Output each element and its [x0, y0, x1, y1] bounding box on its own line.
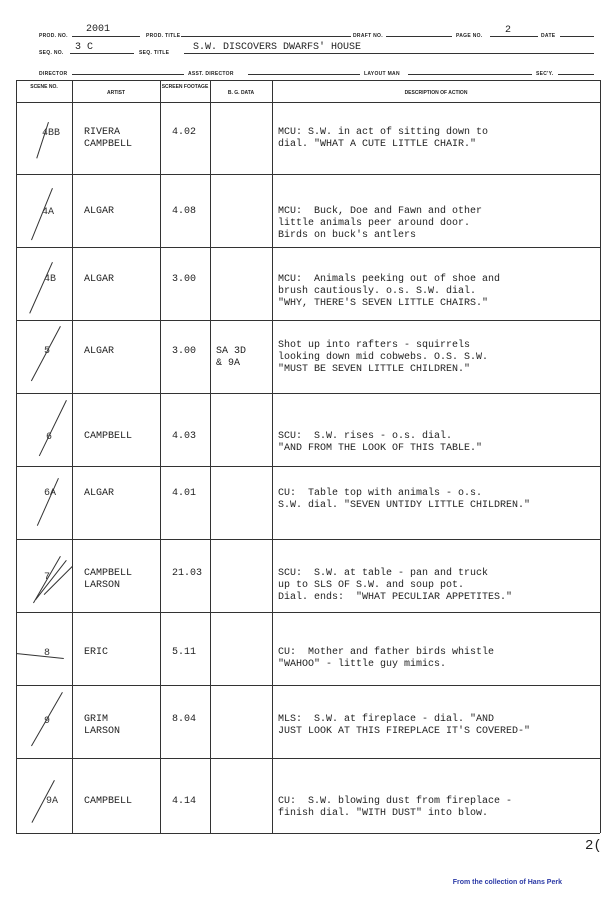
- footage-cell: 4.08: [172, 206, 197, 217]
- scene-number: 6: [46, 432, 53, 443]
- description-cell: MLS: S.W. at fireplace - dial. "AND JUST LOOK AT THIS FIREPLACE IT'S COVERED-": [278, 714, 531, 737]
- description-cell: MCU: S.W. in act of sitting down to dial. "WHAT A CUTE LITTLE CHAIR.": [278, 127, 489, 150]
- artist-cell: CAMPBELL: [84, 796, 133, 807]
- page-no-value: 2: [505, 25, 512, 36]
- col-header-scene-no: SCENE NO.: [30, 84, 58, 90]
- artist-cell: RIVERA CAMPBELL: [84, 127, 133, 150]
- date-label: DATE: [541, 33, 556, 39]
- collection-credit: From the collection of Hans Perk: [452, 879, 562, 886]
- footage-cell: 4.14: [172, 796, 197, 807]
- artist-cell: ALGAR: [84, 346, 115, 357]
- scene-number: 5: [44, 346, 51, 357]
- layout-man-label: LAYOUT MAN: [364, 71, 400, 77]
- footage-cell: 21.03: [172, 568, 203, 579]
- description-cell: SCU: S.W. rises - o.s. dial. "AND FROM THE LOOK OF THIS TABLE.": [278, 431, 483, 454]
- col-header-description: DESCRIPTION OF ACTION: [404, 90, 468, 96]
- artist-cell: GRIM LARSON: [84, 714, 121, 737]
- seq-title-label: SEQ. TITLE: [139, 50, 170, 56]
- prod-title-label: PROD. TITLE: [146, 33, 181, 39]
- footage-cell: 4.03: [172, 431, 197, 442]
- draft-no-label: DRAFT NO.: [353, 33, 383, 39]
- seq-no-value: 3 C: [75, 42, 94, 53]
- scene-number: 6A: [44, 488, 57, 499]
- page-corner-number: 2(: [585, 838, 602, 854]
- artist-cell: ALGAR: [84, 488, 115, 499]
- secy-label: SEC'Y.: [536, 71, 554, 77]
- scene-number: 4BB: [42, 128, 61, 139]
- prod-no-value: 2001: [86, 24, 111, 35]
- scene-number: 9A: [46, 796, 59, 807]
- col-header-bg-data: B. G. DATA: [227, 90, 255, 96]
- scene-number: 4B: [44, 274, 57, 285]
- col-header-screen-footage: SCREEN FOOTAGE: [161, 84, 209, 90]
- description-cell: MCU: Buck, Doe and Fawn and other little animals peer around door. Birds on buck's antlers: [278, 206, 483, 241]
- artist-cell: CAMPBELL: [84, 431, 133, 442]
- seq-title-value: S.W. DISCOVERS DWARFS' HOUSE: [193, 42, 362, 53]
- footage-cell: 3.00: [172, 346, 197, 357]
- description-cell: SCU: S.W. at table - pan and truck up to SLS OF S.W. and soup pot. Dial. ends: "WHAT PECULIAR APPETITES.": [278, 568, 513, 603]
- prod-no-label: PROD. NO.: [39, 33, 68, 39]
- artist-cell: CAMPBELL LARSON: [84, 568, 133, 591]
- artist-cell: ALGAR: [84, 206, 115, 217]
- description-cell: MCU: Animals peeking out of shoe and brush cautiously. o.s. S.W. dial. "WHY, THERE'S SEVEN LITTLE CHAIRS.": [278, 274, 501, 309]
- footage-cell: 4.02: [172, 127, 197, 138]
- scene-number: 8: [44, 648, 51, 659]
- footage-cell: 5.11: [172, 647, 197, 658]
- artist-cell: ERIC: [84, 647, 109, 658]
- artist-cell: ALGAR: [84, 274, 115, 285]
- footage-cell: 8.04: [172, 714, 197, 725]
- description-cell: CU: Table top with animals - o.s. S.W. dial. "SEVEN UNTIDY LITTLE CHILDREN.": [278, 488, 531, 511]
- description-cell: Shot up into rafters - squirrels looking down mid cobwebs. O.S. S.W. "MUST BE SEVEN LITTLE CHILDREN.": [278, 340, 489, 375]
- director-label: DIRECTOR: [39, 71, 68, 77]
- description-cell: CU: S.W. blowing dust from fireplace - finish dial. "WITH DUST" into blow.: [278, 796, 513, 819]
- scene-number: 4A: [42, 207, 55, 218]
- bg-data-cell: SA 3D & 9A: [216, 346, 247, 369]
- seq-no-label: SEQ. NO.: [39, 50, 64, 56]
- footage-cell: 4.01: [172, 488, 197, 499]
- footage-cell: 3.00: [172, 274, 197, 285]
- col-header-artist: ARTIST: [106, 90, 126, 96]
- scene-number: 9: [44, 716, 51, 727]
- asst-director-label: ASST. DIRECTOR: [188, 71, 234, 77]
- scene-number: 7: [44, 572, 51, 583]
- description-cell: CU: Mother and father birds whistle "WAHOO" - little guy mimics.: [278, 647, 495, 670]
- page-no-label: PAGE NO.: [456, 33, 483, 39]
